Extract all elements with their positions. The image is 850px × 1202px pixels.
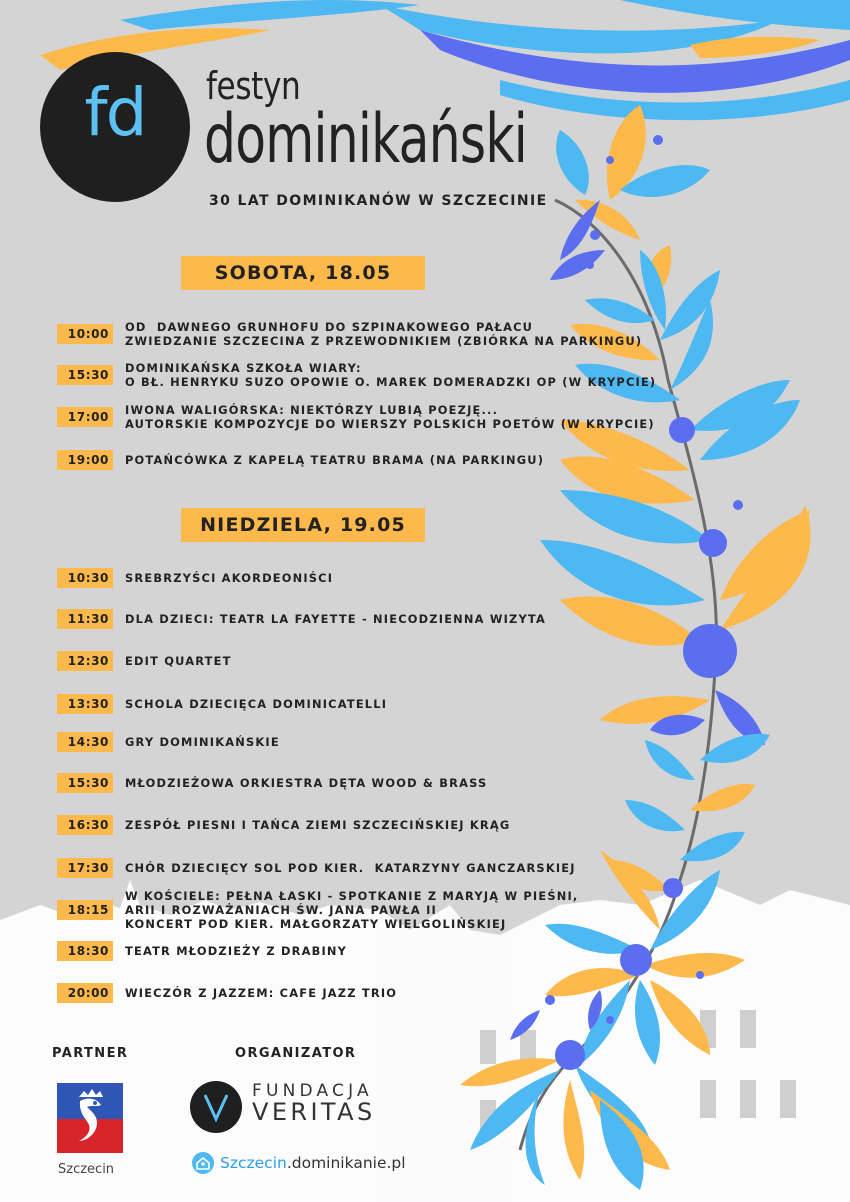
event-description: W KOŚCIELE: PEŁNA ŁASKI - SPOTKANIE Z MARYJĄ W PIEŚNI, ARII I ROZWAŻANIACH ŚW. JANA PAWŁA II KONCERT POD KIER. MAŁGORZATY WIELGOLIŃSKIEJ bbox=[125, 889, 579, 931]
event-row bbox=[57, 983, 397, 1003]
day-heading-sunday: NIEDZIELA, 19.05 bbox=[181, 508, 425, 542]
event-row bbox=[57, 651, 232, 671]
event-time: 18:15 bbox=[57, 900, 113, 920]
event-description: TEATR MŁODZIEŻY Z DRABINY bbox=[125, 944, 348, 958]
event-row bbox=[57, 450, 544, 470]
website-domain: .dominikanie.pl bbox=[286, 1154, 406, 1172]
partner-name: Szczecin bbox=[58, 1162, 115, 1177]
title-festyn: festyn bbox=[206, 64, 301, 108]
event-row bbox=[57, 361, 656, 389]
event-description: EDIT QUARTET bbox=[125, 654, 232, 668]
partner-label: PARTNER bbox=[52, 1046, 129, 1061]
title-dominikanski: dominikański bbox=[204, 100, 528, 179]
event-description: DLA DZIECI: TEATR LA FAYETTE - NIECODZIENNA WIZYTA bbox=[125, 612, 547, 626]
fundacja-text: FUNDACJA bbox=[252, 1081, 373, 1101]
event-time: 10:30 bbox=[57, 568, 113, 588]
event-row bbox=[57, 815, 510, 835]
day-heading-saturday: SOBOTA, 18.05 bbox=[181, 256, 425, 290]
event-row bbox=[57, 694, 387, 714]
event-time: 15:30 bbox=[57, 773, 113, 793]
event-time: 14:30 bbox=[57, 732, 113, 752]
event-description: SREBRZYŚCI AKORDEONIŚCI bbox=[125, 571, 334, 585]
event-description: POTAŃCÓWKA Z KAPELĄ TEATRU BRAMA (NA PARKINGU) bbox=[125, 453, 545, 467]
event-description: GRY DOMINIKAŃSKIE bbox=[125, 735, 280, 749]
event-time: 20:00 bbox=[57, 983, 113, 1003]
event-description: WIECZÓR Z JAZZEM: CAFE JAZZ TRIO bbox=[125, 986, 398, 1000]
veritas-logo-icon bbox=[190, 1081, 242, 1133]
event-row bbox=[57, 403, 655, 431]
event-description: SCHOLA DZIECIĘCA DOMINICATELLI bbox=[125, 697, 388, 711]
website-city: Szczecin bbox=[220, 1154, 287, 1172]
event-description: ZESPÓŁ PIESNI I TAŃCA ZIEMI SZCZECIŃSKIEJ KRĄG bbox=[125, 818, 511, 832]
event-description: MŁODZIEŻOWA ORKIESTRA DĘTA WOOD & BRASS bbox=[125, 776, 488, 790]
event-row bbox=[57, 858, 576, 878]
event-description: IWONA WALIGÓRSKA: NIEKTÓRZY LUBIĄ POEZJĘ... AUTORSKIE KOMPOZYCJE DO WIERSZY POLSKICH POETÓW (W KRYPCIE) bbox=[125, 403, 655, 431]
website-url[interactable] bbox=[220, 1154, 406, 1172]
event-time: 10:00 bbox=[57, 324, 113, 344]
event-row bbox=[57, 320, 642, 348]
event-time: 13:30 bbox=[57, 694, 113, 714]
event-time: 17:00 bbox=[57, 407, 113, 427]
event-time: 11:30 bbox=[57, 609, 113, 629]
event-time: 16:30 bbox=[57, 815, 113, 835]
event-description: DOMINIKAŃSKA SZKOŁA WIARY: O BŁ. HENRYKU SUZO OPOWIE O. MAREK DOMERADZKI OP (W KRYPCIE) bbox=[125, 361, 657, 389]
event-time: 17:30 bbox=[57, 858, 113, 878]
logo-text: fd bbox=[84, 74, 146, 151]
event-time: 19:00 bbox=[57, 450, 113, 470]
event-description: CHÓR DZIECIĘCY SOL POD KIER. KATARZYNY GANCZARSKIEJ bbox=[125, 861, 576, 875]
festyn-logo bbox=[40, 52, 190, 202]
event-row bbox=[57, 732, 280, 752]
event-row bbox=[57, 568, 333, 588]
event-time: 15:30 bbox=[57, 365, 113, 385]
veritas-text: VERITAS bbox=[252, 1098, 376, 1126]
home-user-icon bbox=[192, 1152, 214, 1174]
subtitle: 30 LAT DOMINIKANÓW W SZCZECINIE bbox=[209, 193, 548, 209]
organizer-label: ORGANIZATOR bbox=[235, 1046, 357, 1061]
event-row bbox=[57, 773, 487, 793]
event-time: 18:30 bbox=[57, 941, 113, 961]
event-row bbox=[57, 941, 347, 961]
event-row bbox=[57, 609, 546, 629]
event-description: OD DAWNEGO GRUNHOFU DO SZPINAKOWEGO PAŁACU ZWIEDZANIE SZCZECINA Z PRZEWODNIKIEM (ZBIÓRKA NA PARKINGU) bbox=[125, 320, 643, 348]
event-time: 12:30 bbox=[57, 651, 113, 671]
event-row bbox=[57, 889, 578, 931]
szczecin-coat-of-arms-logo bbox=[57, 1083, 123, 1153]
website-link[interactable] bbox=[192, 1152, 406, 1174]
